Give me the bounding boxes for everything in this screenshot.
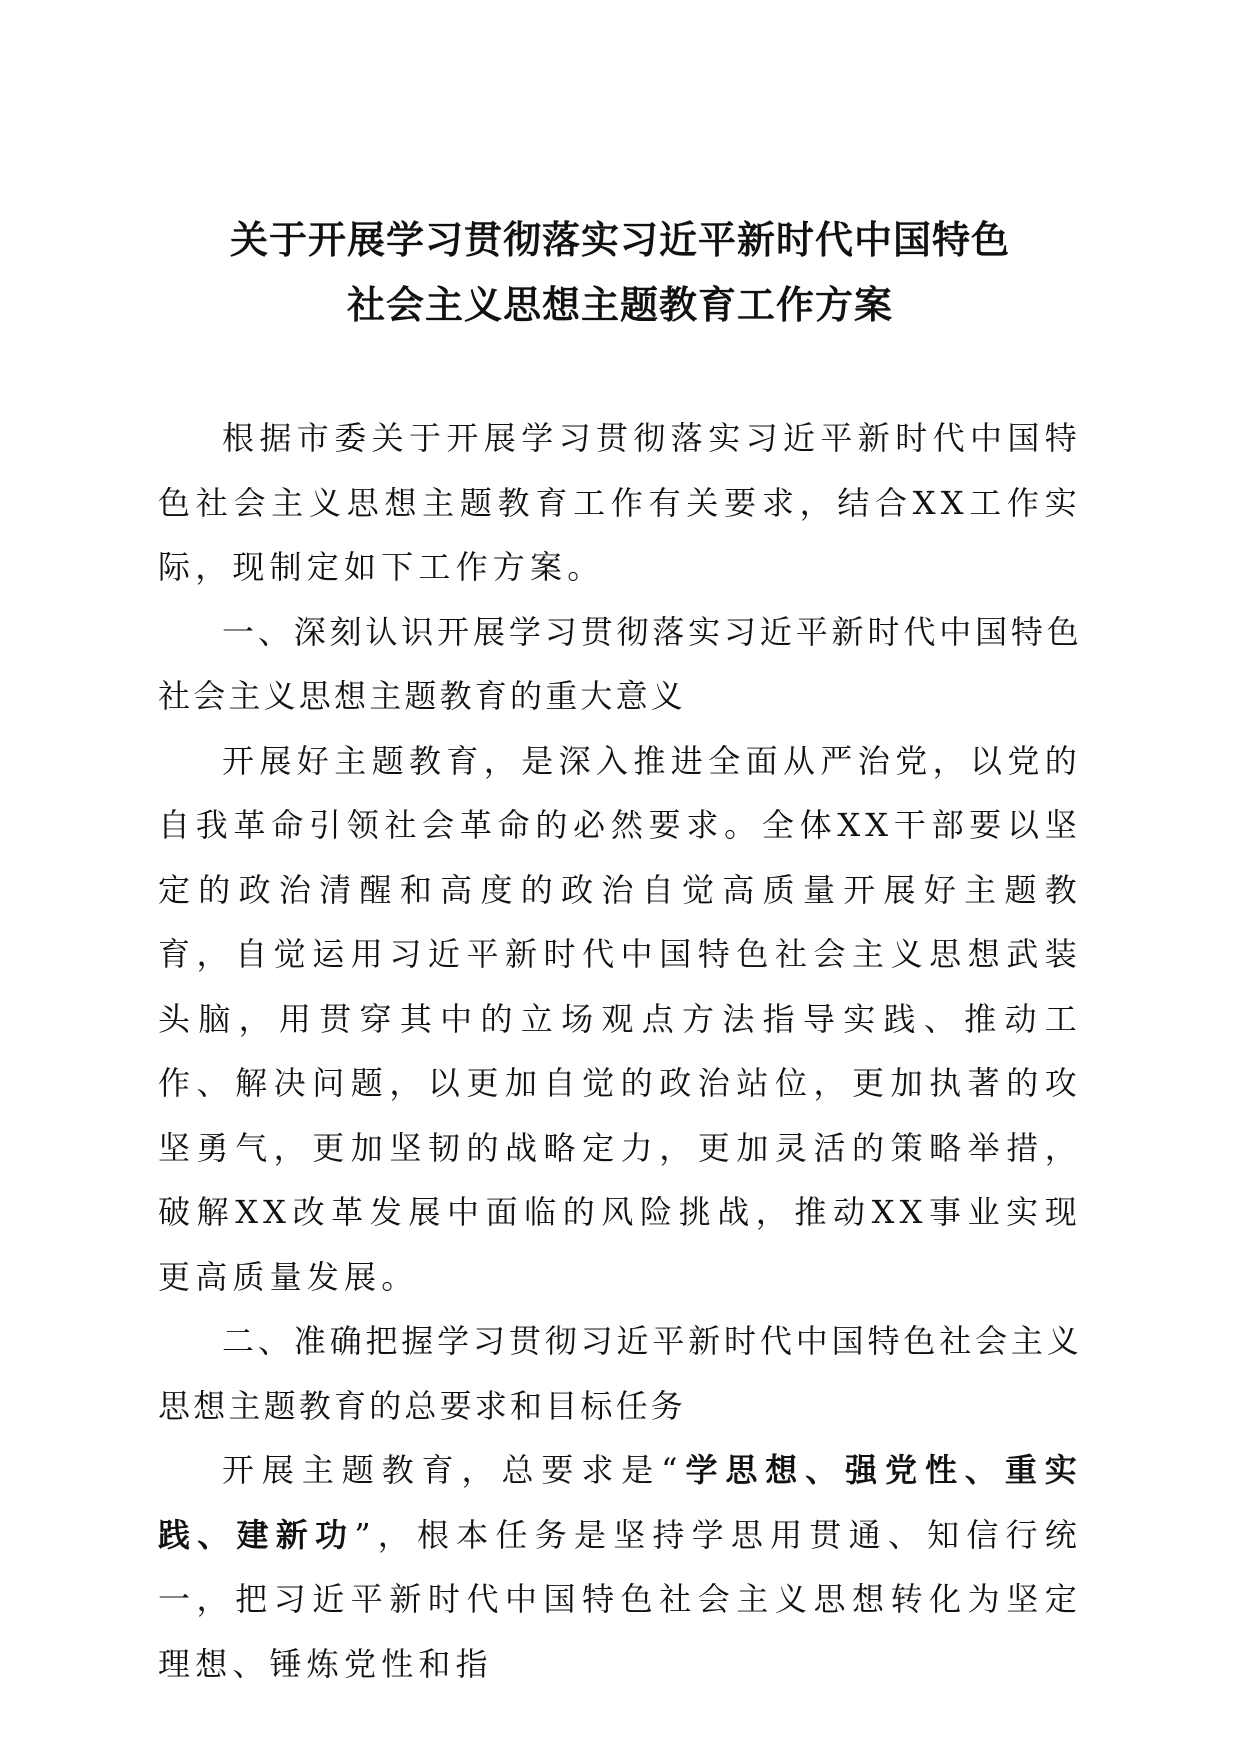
document-title-line-2: 社会主义思想主题教育工作方案: [346, 282, 893, 327]
section-2-emphasis: 学思想、强党性、重实践、建新功: [158, 1451, 1082, 1554]
intro-paragraph: 根据市委关于开展学习贯彻落实习近平新时代中国特色社会主义思想主题教育工作有关要求，结合XX工作实际，现制定如下工作方案。: [158, 419, 1082, 586]
section-2-text-suffix: ”，根本任务是坚持学思用贯通、知信行统一，把习近平新时代中国特色社会主义思想转化为坚定理想、锤炼党性和指: [158, 1515, 1082, 1683]
section-1-heading: 一、深刻认识开展学习贯彻落实习近平新时代中国特色社会主义思想主题教育的重大意义: [158, 612, 1082, 715]
section-1-paragraph: 开展好主题教育，是深入推进全面从严治党，以党的自我革命引领社会革命的必然要求。全体XX干部要以坚定的政治清醒和高度的政治自觉高质量开展好主题教育，自觉运用习近平新时代中国特色社会主义思想武装头脑，用贯穿其中的立场观点方法指导实践、推动工作、解决问题，以更加自觉的政治站位，更加执著的攻坚勇气，更加坚韧的战略定力，更加灵活的策略举措，破解XX改革发展中面临的风险挑战，推动XX事业实现更高质量发展。: [158, 741, 1082, 1296]
document-title-line-1: 关于开展学习贯彻落实习近平新时代中国特色: [229, 217, 1010, 262]
document-body: [158, 406, 1082, 1696]
section-2-paragraph: [158, 1438, 1082, 1696]
section-2-text-prefix: 开展主题教育，总要求是“: [222, 1451, 683, 1489]
section-2-heading: 二、准确把握学习贯彻习近平新时代中国特色社会主义思想主题教育的总要求和目标任务: [158, 1322, 1082, 1425]
